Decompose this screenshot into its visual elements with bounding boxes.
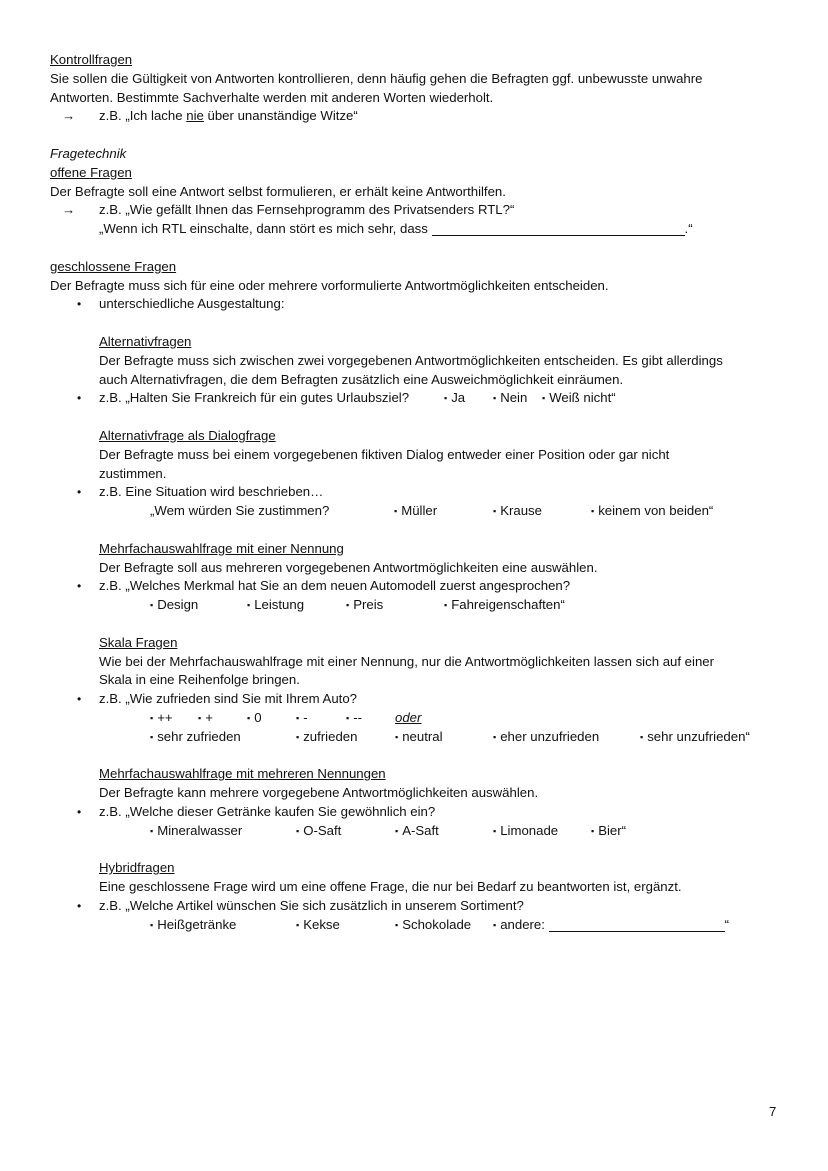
answer-blank-line [549,918,725,932]
bullet-icon: • [77,898,82,913]
square-bullet-icon: ▪ [150,825,154,836]
option-neutral [395,728,443,747]
dialogfrage-text-1: Der Befragte muss bei einem vorgegebenen fiktiven Dialog entweder einer Position oder gar nicht [99,446,670,462]
option-label: Bier“ [598,822,627,838]
hybrid-options [50,916,770,935]
example-text: z.B. „Halten Sie Frankreich für ein gutes Urlaubsziel? [99,390,410,406]
bullet-icon: • [77,579,82,594]
skala-text-1: Wie bei der Mehrfachauswahlfrage mit einer Nennung, nur die Antwortmöglichkeiten lassen sich auf einer [99,653,715,669]
option-leistung [247,596,304,615]
dialogfrage-options [50,502,770,521]
example-text: z.B. „Ich lache [99,108,187,124]
example-text-end: über unanständige Witze“ [203,108,358,124]
mehrfach-mehrere-options [50,822,770,841]
bullet-icon: • [77,485,82,500]
option-label: eher unzufrieden [500,728,600,744]
alternativfragen-text-2: auch Alternativfragen, die dem Befragten zusätzlich eine Ausweichmöglichkeit einräumen. [99,371,624,387]
option-andere [493,916,729,935]
oder-label: oder [395,709,422,725]
option-heissgetraenke [150,916,236,935]
square-bullet-icon: ▪ [198,712,202,723]
option-sehr-zufrieden [150,728,241,747]
option-label: Mineralwasser [157,822,243,838]
option-label: Ja [451,390,466,406]
dialogfrage-text-2: zustimmen. [99,465,167,481]
example-text: z.B. „Welche Artikel wünschen Sie sich zusätzlich in unserem Sortiment? [99,897,524,913]
option-zufrieden [296,728,357,747]
option-mueller [394,502,437,521]
offene-fragen-heading: offene Fragen [50,164,132,180]
option-label: ++ [157,709,173,725]
square-bullet-icon: ▪ [444,393,448,404]
option-label: keinem von beiden“ [598,503,714,519]
skala-text-options [50,728,770,747]
option-krause [493,502,542,521]
mehrfach-mehrere-example [50,803,770,822]
alternativfragen-text-1: Der Befragte muss sich zwischen zwei vorgegebenen Antwortmöglichkeiten entscheiden. Es gibt allerdings [99,352,723,368]
example-text: „Wenn ich RTL einschalte, dann stört es mich sehr, dass [99,221,428,237]
bullet-ausgestaltung [50,295,770,314]
option-zero [247,709,262,728]
option-label: Nein [500,390,528,406]
mehrfach-eine-options [50,596,770,615]
mehrfach-mehrere-heading: Mehrfachauswahlfrage mit mehreren Nennungen [99,766,386,782]
example-end: .“ [684,221,693,237]
geschlossene-fragen-text: Der Befragte muss sich für eine oder mehrere vorformulierte Antwortmöglichkeiten entscheiden. [50,277,609,293]
option-label: andere: [500,916,545,932]
example-text: z.B. „Welche dieser Getränke kaufen Sie gewöhnlich ein? [99,803,436,819]
square-bullet-icon: ▪ [395,825,399,836]
option-label: -- [353,709,362,725]
square-bullet-icon: ▪ [296,825,300,836]
closing-quote: “ [724,916,730,932]
offene-fragen-example-2 [50,220,770,239]
option-label: + [205,709,213,725]
mehrfach-eine-heading: Mehrfachauswahlfrage mit einer Nennung [99,540,344,556]
square-bullet-icon: ▪ [493,919,497,930]
option-label: Krause [500,503,542,519]
bullet-icon: • [77,297,82,312]
bullet-icon: • [77,692,82,707]
option-label: Fahreigenschaften“ [451,597,565,613]
mehrfach-mehrere-text: Der Befragte kann mehrere vorgegebene Antwortmöglichkeiten auswählen. [99,785,539,801]
option-label: sehr unzufrieden“ [647,728,750,744]
answer-blank-line [432,222,685,236]
square-bullet-icon: ▪ [542,393,546,404]
option-label: Leistung [254,597,305,613]
option-o-saft [296,822,341,841]
square-bullet-icon: ▪ [247,600,251,611]
option-label: Limonade [500,822,559,838]
option-plus [198,709,213,728]
hybrid-heading: Hybridfragen [99,860,175,876]
bullet-text: unterschiedliche Ausgestaltung: [99,296,285,312]
option-schokolade [395,916,471,935]
square-bullet-icon: ▪ [591,825,595,836]
option-label: Kekse [303,916,340,932]
option-plusplus [150,709,173,728]
square-bullet-icon: ▪ [247,712,251,723]
kontrollfragen-text-2: Antworten. Bestimmte Sachverhalte werden mit anderen Worten wiederholt. [50,89,494,105]
square-bullet-icon: ▪ [150,712,154,723]
skala-text-2: Skala in eine Reihenfolge bringen. [99,672,300,688]
skala-heading: Skala Fragen [99,634,178,650]
arrow-icon: → [62,202,76,218]
square-bullet-icon: ▪ [493,393,497,404]
dialogfrage-example [50,483,770,502]
option-label: - [303,709,308,725]
square-bullet-icon: ▪ [493,825,497,836]
skala-example [50,690,770,709]
square-bullet-icon: ▪ [395,919,399,930]
kontrollfragen-text-1: Sie sollen die Gültigkeit von Antworten kontrollieren, denn häufig gehen die Befragten ggf. unbewusste unwahre [50,70,703,86]
option-eher-unzufrieden [493,728,599,747]
option-label: 0 [254,709,262,725]
option-label: neutral [402,728,443,744]
offene-fragen-example-1 [50,201,770,220]
option-label: A-Saft [402,822,439,838]
option-bier [591,822,626,841]
square-bullet-icon: ▪ [444,600,448,611]
example-text: z.B. „Wie zufrieden sind Sie mit Ihrem Auto? [99,691,357,707]
square-bullet-icon: ▪ [296,712,300,723]
option-label: Heißgetränke [157,916,237,932]
square-bullet-icon: ▪ [493,506,497,517]
square-bullet-icon: ▪ [150,731,154,742]
kontrollfragen-example [50,107,770,126]
option-weiss-nicht [542,389,616,408]
bullet-icon: • [77,391,82,406]
square-bullet-icon: ▪ [346,600,350,611]
example-underlined: nie [186,108,204,124]
offene-fragen-text: Der Befragte soll eine Antwort selbst formulieren, er erhält keine Antworthilfen. [50,183,506,199]
document-page [50,51,770,934]
option-minus [296,709,308,728]
option-label: sehr zufrieden [157,728,241,744]
square-bullet-icon: ▪ [640,731,644,742]
square-bullet-icon: ▪ [394,506,398,517]
hybrid-example [50,897,770,916]
hybrid-text: Eine geschlossene Frage wird um eine offene Frage, die nur bei Bedarf zu beantworten ist, ergänzt. [99,879,682,895]
alternativfragen-example [50,389,770,408]
fragetechnik-heading: Fragetechnik [50,145,127,161]
skala-symbol-options [50,709,770,728]
example-text: z.B. Eine Situation wird beschrieben… [99,484,324,500]
example-text: z.B. „Welches Merkmal hat Sie an dem neuen Automodell zuerst angesprochen? [99,578,571,594]
mehrfach-eine-text: Der Befragte soll aus mehreren vorgegebenen Antwortmöglichkeiten eine auswählen. [99,559,598,575]
geschlossene-fragen-heading: geschlossene Fragen [50,258,177,274]
option-label: Weiß nicht“ [549,390,616,406]
option-label: Schokolade [402,916,472,932]
option-keinem [591,502,713,521]
option-mineralwasser [150,822,242,841]
option-design [150,596,198,615]
option-label: O-Saft [303,822,342,838]
option-preis [346,596,383,615]
option-label: zufrieden [303,728,358,744]
square-bullet-icon: ▪ [493,731,497,742]
option-fahreigenschaften [444,596,565,615]
kontrollfragen-heading: Kontrollfragen [50,52,133,67]
option-label: Müller [401,503,438,519]
square-bullet-icon: ▪ [346,712,350,723]
option-sehr-unzufrieden [640,728,750,747]
bullet-icon: • [77,804,82,819]
square-bullet-icon: ▪ [395,731,399,742]
option-label: Preis [353,597,384,613]
example-text: z.B. „Wie gefällt Ihnen das Fernsehprogramm des Privatsenders RTL?“ [99,202,515,218]
option-ja [444,389,465,408]
option-a-saft [395,822,439,841]
square-bullet-icon: ▪ [591,506,595,517]
square-bullet-icon: ▪ [150,919,154,930]
mehrfach-eine-example [50,577,770,596]
arrow-icon: → [62,108,76,124]
page-number: 7 [769,1104,777,1119]
option-nein [493,389,527,408]
square-bullet-icon: ▪ [296,919,300,930]
question-text: „Wem würden Sie zustimmen? [150,503,330,519]
option-limonade [493,822,558,841]
alternativfragen-heading: Alternativfragen [99,333,192,349]
option-minusminus [346,709,362,728]
square-bullet-icon: ▪ [150,600,154,611]
option-label: Design [157,597,199,613]
square-bullet-icon: ▪ [296,731,300,742]
option-kekse [296,916,340,935]
dialogfrage-heading: Alternativfrage als Dialogfrage [99,427,276,443]
